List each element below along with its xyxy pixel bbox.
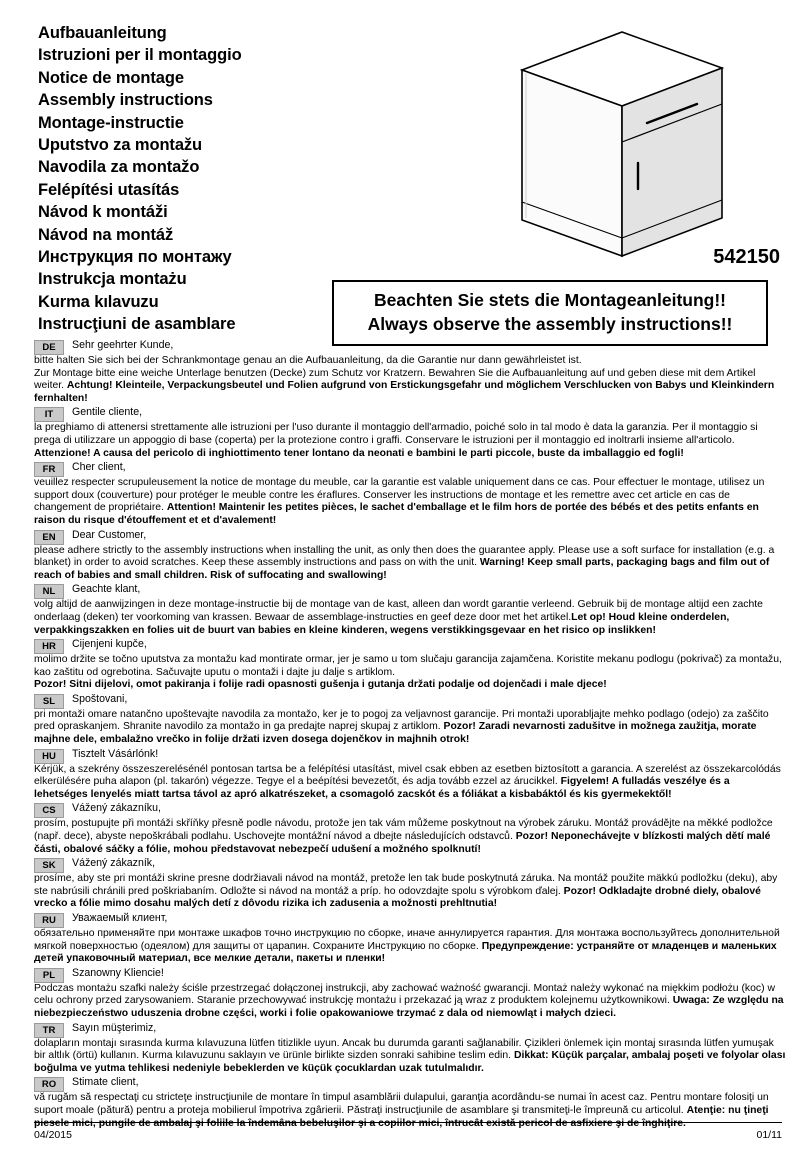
paragraph-text: vă rugăm să respectaţi cu stricteţe instrucţiunile de montare în timpul asamblării dulapului, garanţia acordându-se numai în acest caz. Pentru montare folosiţi un suport moale (pătură) pentru a proteja mobilierul împotriva zgârierii. Păstraţi instrucţiunile de asamblare şi transmiteţi-le împreună cu articolul. (34, 1092, 769, 1116)
salutation: Gentile cliente, (72, 406, 143, 419)
section-paragraph (34, 599, 786, 637)
language-title: Felépítési utasítás (38, 180, 180, 199)
language-title: Kurma kılavuzu (38, 292, 159, 311)
paragraph-bold: Attention! Maintenir les petites pièces, le sachet d'emballage et le film hors de portée des bébés et des petits enfants en raison du risque d'étouffement et et d'avalement! (34, 502, 759, 526)
paragraph-bold: Dikkat: Küçük parçalar, ambalaj poşeti ve folyolar olası boğulma ve yutma tehlikesi nedeniyle bebeklerden ve küçük çocuklardan uzak tutulmalıdır. (34, 1050, 786, 1074)
salutation: Vážený zákazníku, (72, 802, 161, 815)
paragraph-text: Podczas montażu szafki należy ściśle przestrzegać dołączonej instrukcji, aby zachować ważność gwarancji. Montaż należy wykonać na miękkim podłożu (koc) w celu ochrony przed zarysowaniem. Staranie przechowywać instrukcję montażu i przekazać ją wraz z produktem kolejnemu użytkownikowi. (34, 982, 775, 1007)
paragraph-bold: Pozor! Zaradi nevarnosti zadušitve in možnega zaužitja, morate majhne dele, embalažno vrečko in folije držati izven dosega dojenčkov in majhnih otrok! (34, 721, 757, 746)
paragraph-bold: Attenzione! A causa del pericolo di inghiottimento tener lontano da neonati e bambini le parti piccole, buste da imballaggio ed fogli! (34, 447, 684, 459)
language-title: Montage-instructie (38, 113, 184, 132)
section-cs (34, 802, 786, 856)
paragraph-bold: Let op! Houd kleine onderdelen, verpakkingszakken en folies uit de buurt van babies en kleine kinderen, wegens verstikkingsgevaar en het risico op inslikken! (34, 611, 730, 636)
paragraph-bold: Pozor! Odkladajte drobné diely, obalové vrecko a fólie mimo dosahu malých detí z dôvodu rizika ich zadusenia a možnosti prehltnutia! (34, 885, 761, 910)
language-title: Instrucţiuni de asamblare (38, 315, 236, 334)
language-code-badge: RU (34, 913, 64, 928)
language-code-badge: NL (34, 584, 64, 599)
section-paragraph (34, 764, 786, 802)
section-paragraph (34, 873, 786, 911)
section-sk (34, 857, 786, 911)
paragraph-bold: Pozor! Neponechávejte v blízkosti malých dětí malé části, obalové sáčky a fólie, mohou představovat nebezpečí udušení a možného spolknutí! (34, 831, 771, 855)
section-paragraph (34, 709, 786, 747)
language-title: Návod na montáž (38, 225, 174, 244)
paragraph-text: bitte halten Sie sich bei der Schrankmontage genau an die Aufbauanleitung, da die Garantie nur dann gewährleistet ist. (34, 355, 582, 366)
language-code-badge: PL (34, 968, 64, 983)
paragraph-bold: Pozor! Sitni dijelovi, omot pakiranja i folije radi opasnosti gušenja i gutanja držati podalje od dojenčadi i male djece! (34, 679, 607, 691)
section-paragraph (34, 1092, 786, 1130)
language-title: Instrukcja montażu (38, 270, 187, 289)
language-title: Návod k montáži (38, 203, 168, 222)
page-header (34, 18, 782, 338)
language-code-badge: DE (34, 340, 64, 355)
language-code-badge: HU (34, 749, 64, 764)
paragraph-text: prosíme, aby ste pri montáži skrine presne dodržiavali návod na montáž, pretože len tak bude poskytnutá záruka. Na montáž použite mäkkú podložku (deku), aby ste nabrúsili chránili pred poškriabaním. Odložte si návod na montáž a príp. ho odovzdajte spolu s výrobkom ďalej. (34, 873, 778, 897)
section-ru (34, 912, 786, 966)
language-code-badge: SK (34, 858, 64, 873)
paragraph-text-2: Zur Montage bitte eine weiche Unterlage benutzen (Decke) zum Schutz vor Kratzern. Bewahren Sie die Aufbauanleitung auf und geben diese mit dem Artikel weiter. (34, 367, 756, 392)
paragraph-text: dolapların montajı sırasında kurma kılavuzuna lütfen titizlikle uyun. Ancak bu durumda garanti sağlanabilir. Çizikleri önlemek için montaj sırasında lütfen yumuşak bir altlık (örtü) kullanın. Kurma kılavuzunu saklayın ve ürünle birlikte sizden sonraki sahibine teslim edin. (34, 1037, 774, 1062)
section-fr (34, 461, 786, 527)
notice-box (332, 280, 768, 346)
section-nl (34, 583, 786, 637)
salutation: Spoštovani, (72, 692, 128, 705)
section-paragraph (34, 928, 786, 966)
section-paragraph (34, 654, 786, 692)
paragraph-bold: Achtung! Kleinteile, Verpackungsbeutel und Folien aufgrund von Erstickungsgefahr und möglichem Verschlucken von Babys und Kleinkindern fernhalten! (34, 380, 775, 404)
language-title: Uputstvo za montažu (38, 136, 203, 155)
section-sl (34, 693, 786, 747)
section-paragraph (34, 818, 786, 856)
salutation: Dear Customer, (72, 528, 147, 541)
footer-divider (34, 1122, 782, 1123)
section-de (34, 339, 786, 405)
language-code-badge: FR (34, 462, 64, 477)
language-code-badge: EN (34, 530, 64, 545)
language-title: Инструкция по монтажу (38, 248, 232, 267)
paragraph-bold: Figyelem! A fulladás veszélye és a lehetséges lenyelés miatt tartsa távol az apró alkatrészeket, a csomagoló zacskót és a fóliákat a kisbabáktól és kis gyermekektől! (34, 776, 730, 800)
language-code-badge: HR (34, 639, 64, 654)
article-number: 542150 (713, 246, 780, 268)
language-code-badge: TR (34, 1023, 64, 1038)
language-title: Notice de montage (38, 68, 184, 87)
section-pl (34, 967, 786, 1021)
salutation: Sayın müşterimiz, (72, 1021, 157, 1034)
section-paragraph (34, 355, 786, 405)
section-tr (34, 1022, 786, 1076)
paragraph-text: molimo držite se točno uputstva za montažu kad montirate ormar, jer je samo u tom slučaju garancija zajamčena. Koristite mekanu podlogu (pokrivač) za montažu, kao zaštitu od ogrebotina. Sačuvajte uputu o montaži i dajte ju dalje s artiklom. (34, 654, 782, 678)
section-paragraph (34, 983, 786, 1021)
salutation: Szanowny Kliencie! (72, 966, 164, 979)
salutation: Stimate client, (72, 1076, 139, 1089)
section-it (34, 406, 786, 460)
salutation: Cher client, (72, 461, 126, 474)
language-title: Istruzioni per il montaggio (38, 46, 242, 65)
paragraph-bold: Предупреждение: устраняйте от младенцев и маленьких детей упаковочный материал, все мелкие детали, пакеты и пленки! (34, 940, 777, 965)
language-sections (34, 338, 786, 1130)
section-paragraph (34, 422, 786, 460)
language-code-badge: CS (34, 803, 64, 818)
footer-date: 04/2015 (34, 1129, 72, 1141)
language-title: Assembly instructions (38, 91, 213, 110)
section-hu (34, 748, 786, 802)
language-title: Aufbauanleitung (38, 24, 167, 42)
paragraph-text: prosím, postupujte při montáži skříňky přesně podle návodu, protože jen tak vám můžeme poskytnout na výrobek záruku. Montáž provádějte na měkké podložce (např. dece), abyste nepoškrábali podlahu. Uschovejte montážní návod a dbejte následujících odstavců. (34, 818, 773, 843)
section-paragraph (34, 545, 786, 583)
paragraph-text: veuillez respecter scrupuleusement la notice de montage du meuble, car la garantie est valable uniquement dans ce cas. Pour effectuer le montage, utilisez un support doux (couverture) pour protéger le meuble contre les éraflures. Conserver les instructions de montage et les remettre avec cet article en cas de changement de propriétaire. (34, 477, 765, 514)
salutation: Sehr geehrter Kunde, (72, 339, 174, 351)
paragraph-text: pri montaži omare natančno upoštevajte navodila za montažo, ker je to pogoj za veljavnost garancije. Pri montaži uporabljajte mehko podlago (odejo) za zaščito pred opraskanjem. Shranite navodilo za montažo in ga predajte naprej skupaj z artiklom. (34, 708, 769, 733)
salutation: Tisztelt Vásárlónk! (72, 747, 159, 760)
paragraph-text: please adhere strictly to the assembly instructions when installing the unit, as only then does the guarantee apply. Please use a soft surface for installation (e.g. a blanket) in order to avoid scratches. Keep these assembly instructions and pass on with the unit. (34, 544, 775, 569)
cabinet-illustration (504, 24, 764, 259)
paragraph-bold: Warning! Keep small parts, packaging bags and film out of reach of babies and small children. Risk of suffocating and swallowing! (34, 557, 770, 581)
notice-line-en: Always observe the assembly instructions!! (367, 314, 733, 334)
paragraph-text: Kérjük, a szekrény összeszerelésénél pontosan tartsa be a felépítési utasítást, mivel csak ebben az esetben biztosított a garancia. A szerelést az összekarcolódás elkerülésére puha alapon (pl. takarón) végezze. Tegye el a beépítési bevezetőt, és adja tovább ezzel az árucikkel. (34, 763, 781, 788)
paragraph-text: volg altijd de aanwijzingen in deze montage-instructie bij de montage van de kast, alleen dan wordt garantie verleend. Gebruik bij de montage altijd een zachte onderlaag (deken) ter voorkoming van krassen. Bewaar de assemblage-instructies en geef deze door met het artikel. (34, 599, 763, 623)
paragraph-bold: Uwaga: Ze względu na niebezpieczeństwo uduszenia drobne części, worki i folie opakowaniowe trzymać z dala od niemowląt i małych dzieci. (34, 995, 784, 1019)
notice-line-de: Beachten Sie stets die Montageanleitung!! (374, 290, 726, 310)
language-code-badge: IT (34, 407, 64, 422)
section-paragraph (34, 1038, 786, 1076)
paragraph-text: обязательно применяйте при монтаже шкафов точно инструкцию по сборке, иначе аннулируется гарантия. Для монтажа воспользуйтесь дополнительной мягкой поверхностью (одеялом) для защиты от царапин. Сохраните Инструкцию по сборке. (34, 928, 780, 952)
section-en (34, 529, 786, 583)
language-title: Navodila za montažo (38, 158, 200, 177)
language-code-badge: SL (34, 694, 64, 709)
footer-page-number: 01/11 (756, 1129, 782, 1141)
paragraph-text: la preghiamo di attenersi strettamente alle istruzioni per l'uso durante il montaggio dell'armadio, poiché solo in tal modo è data la garanzia. Per il montaggio si prega di utilizzare un appoggio di base (coperta) per la protezione contro i graffi. Conservare le istruzioni per il montaggio ed inoltrarli insieme all'articolo. (34, 422, 758, 446)
salutation: Geachte klant, (72, 583, 141, 596)
language-code-badge: RO (34, 1077, 64, 1092)
language-title-list (38, 22, 368, 336)
salutation: Cijenjeni kupče, (72, 638, 147, 651)
salutation: Vážený zákazník, (72, 857, 156, 870)
salutation: Уважаемый клиент, (72, 912, 168, 924)
paragraph-bold: Atenţie: nu ţineţi piesele mici, pungile de ambalaj şi foliile la îndemâna bebeluşilor şi a copiilor mici, întrucât există pericol de asfixiere şi de înghiţire. (34, 1104, 769, 1129)
section-hr (34, 638, 786, 692)
page-footer (34, 1129, 782, 1141)
section-paragraph (34, 477, 786, 527)
